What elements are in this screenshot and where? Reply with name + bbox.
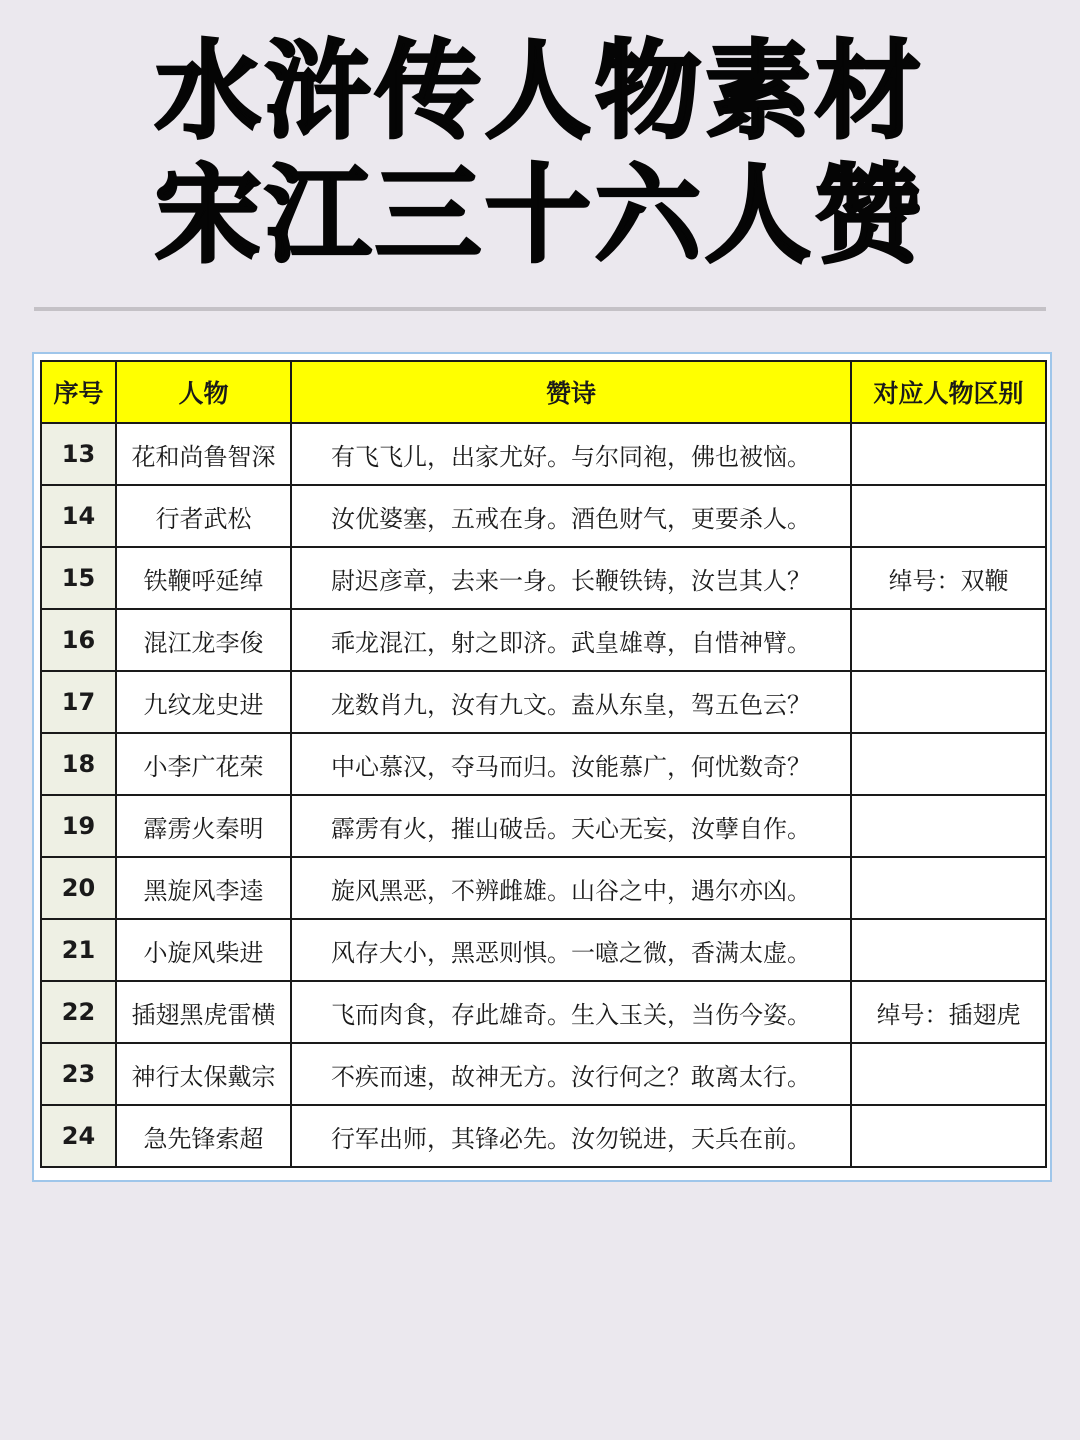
row-number: 17 (41, 671, 116, 733)
title-line-2: 宋江三十六人赞 (155, 154, 925, 277)
row-number: 18 (41, 733, 116, 795)
row-note (851, 733, 1046, 795)
praise-table (40, 360, 1047, 1168)
header-number: 序号 (41, 361, 116, 423)
row-number: 22 (41, 981, 116, 1043)
row-character: 混江龙李俊 (116, 609, 291, 671)
row-poem: 汝优婆塞，五戒在身。酒色财气，更要杀人。 (291, 485, 851, 547)
row-character: 行者武松 (116, 485, 291, 547)
row-number: 19 (41, 795, 116, 857)
row-character: 小李广花荣 (116, 733, 291, 795)
header-note: 对应人物区别 (851, 361, 1046, 423)
row-note (851, 423, 1046, 485)
header-character: 人物 (116, 361, 291, 423)
table-row (41, 857, 1046, 919)
header-poem: 赞诗 (291, 361, 851, 423)
row-poem: 有飞飞儿，出家尤好。与尔同袍，佛也被恼。 (291, 423, 851, 485)
row-character: 黑旋风李逵 (116, 857, 291, 919)
page-title (0, 30, 1080, 278)
row-number: 16 (41, 609, 116, 671)
row-number: 14 (41, 485, 116, 547)
row-poem: 行军出师，其锋必先。汝勿锐进，天兵在前。 (291, 1105, 851, 1167)
title-line-1: 水浒传人物素材 (155, 30, 925, 153)
row-note (851, 485, 1046, 547)
divider (34, 307, 1046, 311)
row-poem: 不疾而速，故神无方。汝行何之？敢离太行。 (291, 1043, 851, 1105)
row-note (851, 795, 1046, 857)
table-row (41, 671, 1046, 733)
table-row (41, 485, 1046, 547)
row-poem: 乖龙混江，射之即济。武皇雄尊，自惜神臂。 (291, 609, 851, 671)
table-row (41, 1043, 1046, 1105)
row-character: 九纹龙史进 (116, 671, 291, 733)
table-row (41, 981, 1046, 1043)
row-poem: 霹雳有火，摧山破岳。天心无妄，汝孽自作。 (291, 795, 851, 857)
row-note (851, 919, 1046, 981)
row-poem: 尉迟彦章，去来一身。长鞭铁铸，汝岂其人？ (291, 547, 851, 609)
row-poem: 风存大小，黑恶则惧。一噫之微，香满太虚。 (291, 919, 851, 981)
row-character: 霹雳火秦明 (116, 795, 291, 857)
table-header-row (41, 361, 1046, 423)
table-row (41, 609, 1046, 671)
row-number: 20 (41, 857, 116, 919)
row-note (851, 1043, 1046, 1105)
row-character: 插翅黑虎雷横 (116, 981, 291, 1043)
table-row (41, 733, 1046, 795)
row-poem: 龙数肖九，汝有九文。盍从东皇，驾五色云？ (291, 671, 851, 733)
row-character: 小旋风柴进 (116, 919, 291, 981)
table-row (41, 1105, 1046, 1167)
row-number: 13 (41, 423, 116, 485)
table-row (41, 423, 1046, 485)
row-character: 花和尚鲁智深 (116, 423, 291, 485)
row-poem: 中心慕汉，夺马而归。汝能慕广，何忧数奇？ (291, 733, 851, 795)
row-character: 铁鞭呼延绰 (116, 547, 291, 609)
row-note (851, 857, 1046, 919)
row-note (851, 671, 1046, 733)
row-poem: 旋风黑恶，不辨雌雄。山谷之中，遇尔亦凶。 (291, 857, 851, 919)
row-number: 15 (41, 547, 116, 609)
row-character: 急先锋索超 (116, 1105, 291, 1167)
row-number: 23 (41, 1043, 116, 1105)
row-note: 绰号：双鞭 (851, 547, 1046, 609)
table-row (41, 547, 1046, 609)
row-number: 21 (41, 919, 116, 981)
row-character: 神行太保戴宗 (116, 1043, 291, 1105)
table-row (41, 795, 1046, 857)
row-poem: 飞而肉食，存此雄奇。生入玉关，当伤今姿。 (291, 981, 851, 1043)
row-number: 24 (41, 1105, 116, 1167)
row-note (851, 1105, 1046, 1167)
row-note (851, 609, 1046, 671)
table-row (41, 919, 1046, 981)
row-note: 绰号：插翅虎 (851, 981, 1046, 1043)
